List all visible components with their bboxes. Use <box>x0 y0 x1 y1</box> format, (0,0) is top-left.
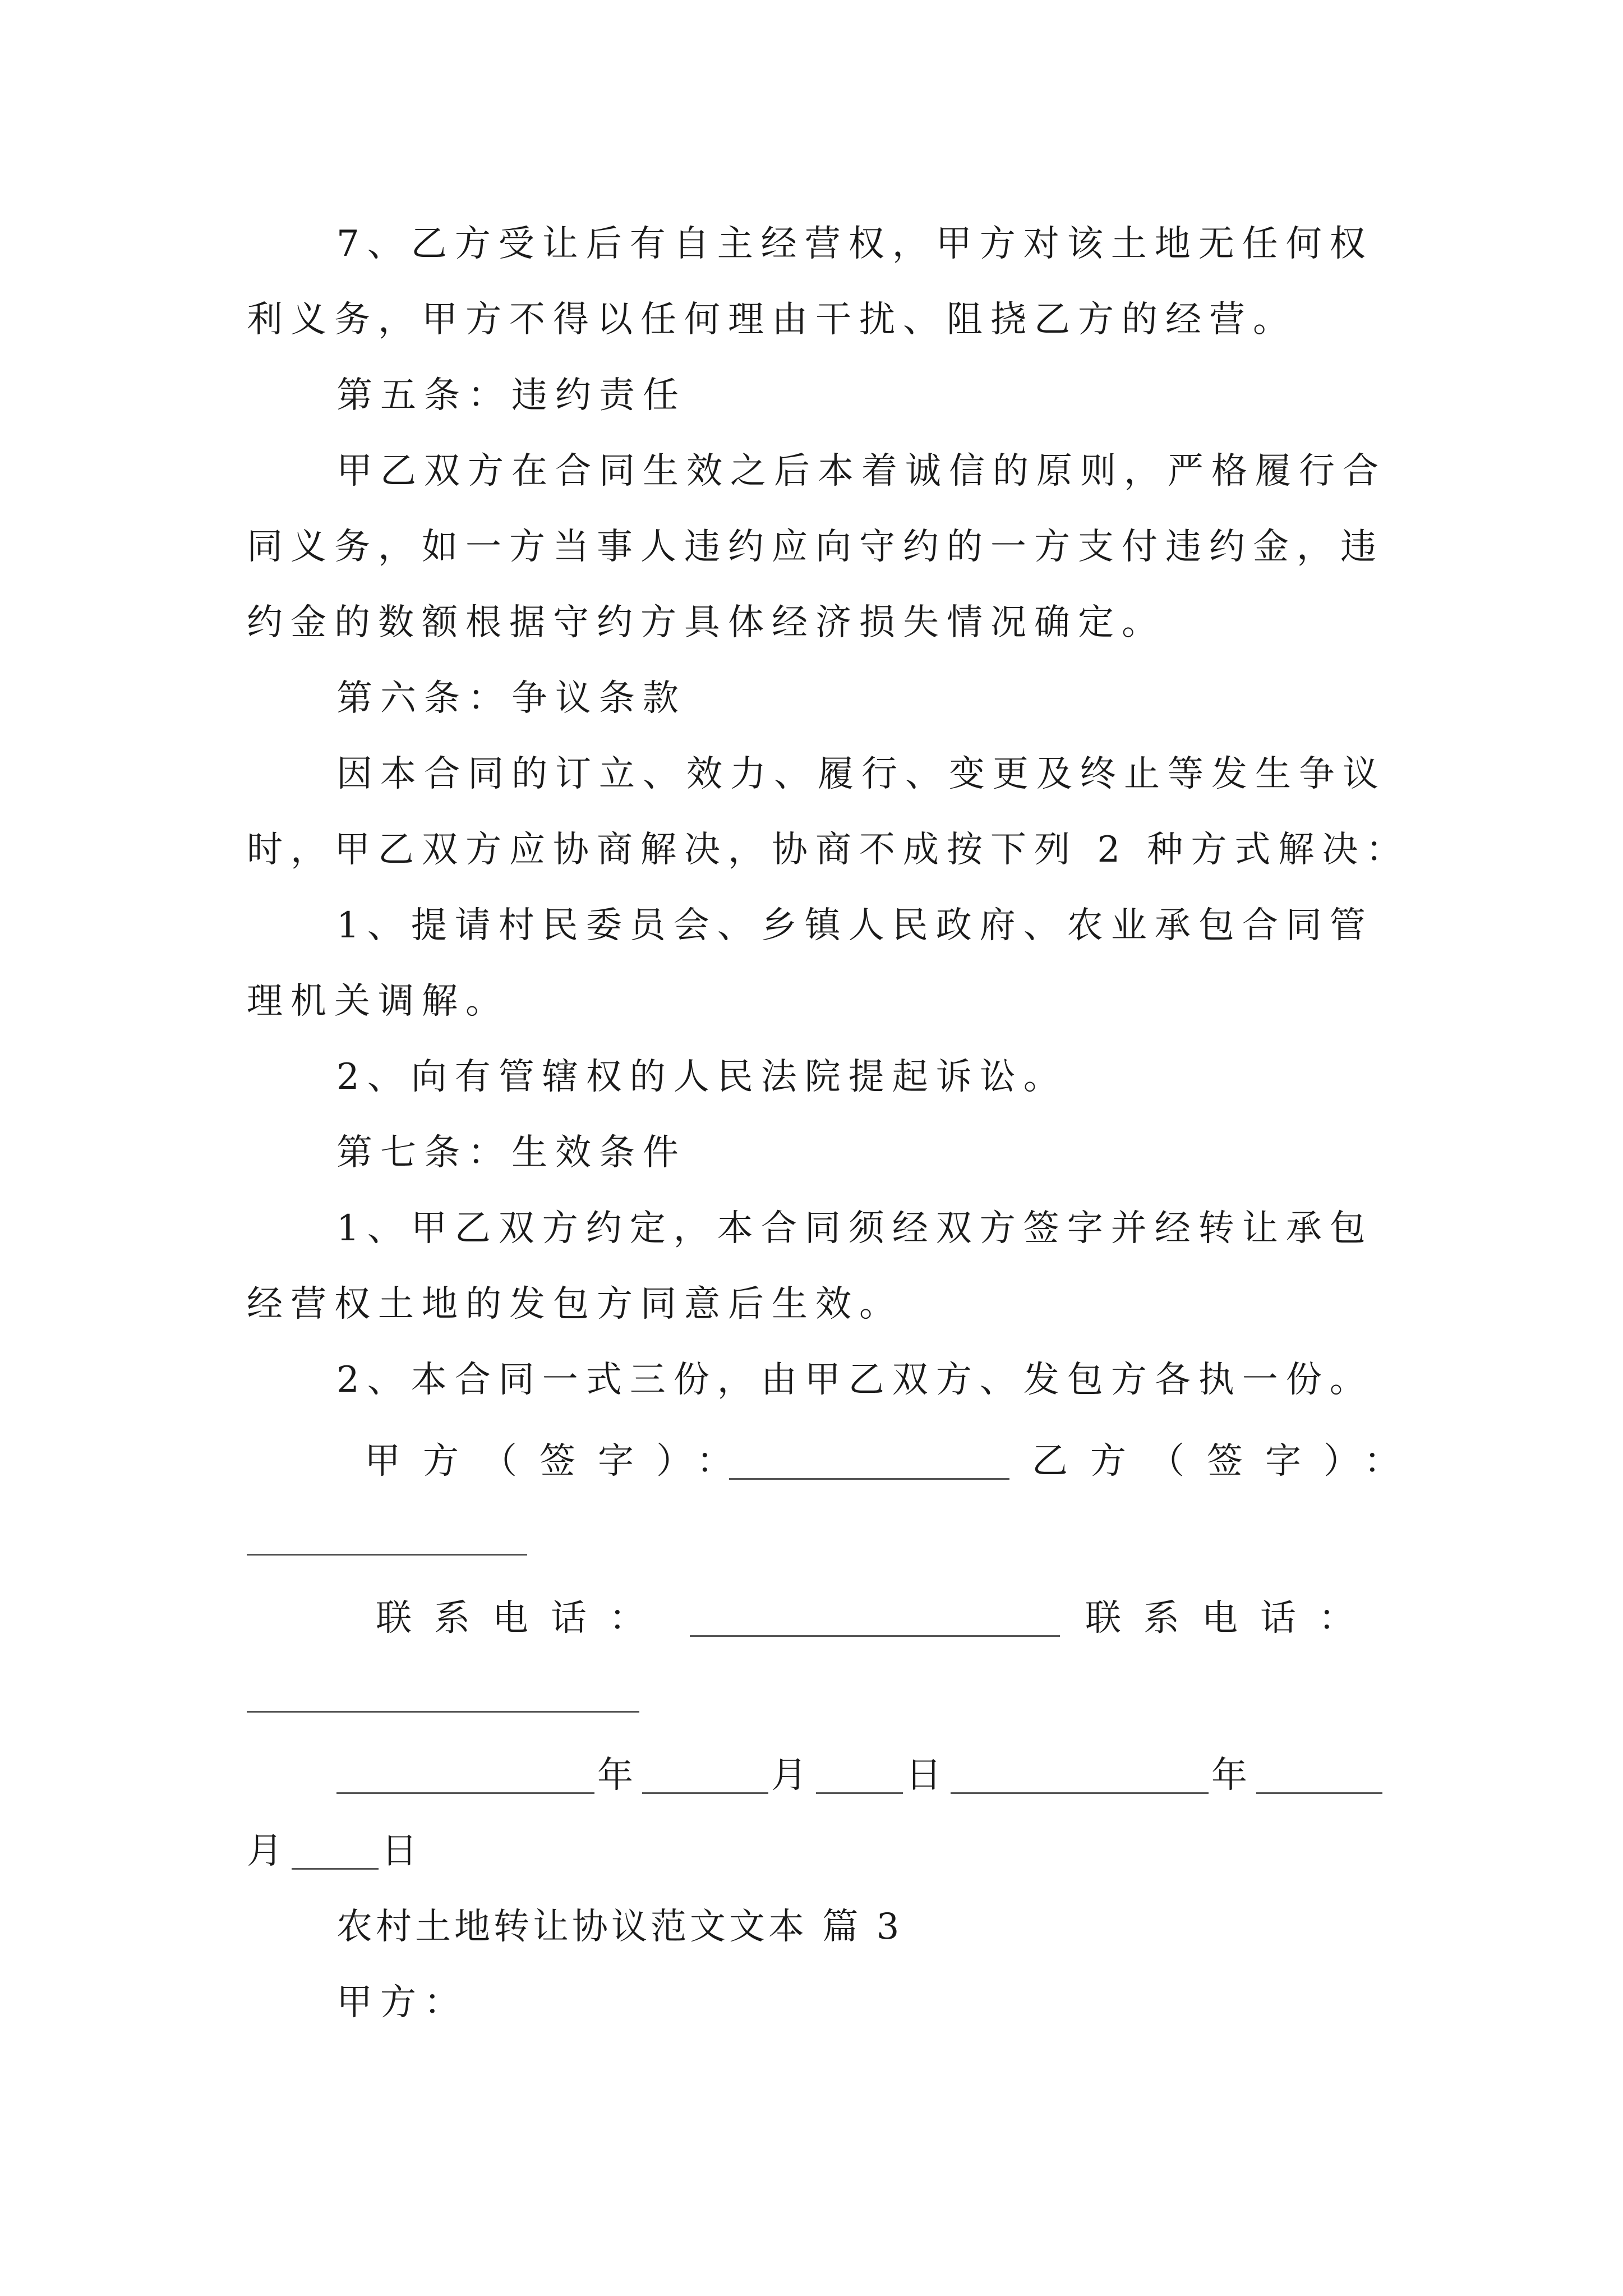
party-b-sign-label: 乙方（签字）： <box>1032 1441 1422 1482</box>
party-b-year-label: 年 <box>1211 1755 1255 1796</box>
party-a-sign-label: 甲方（签字）： <box>365 1441 755 1482</box>
article-5-line-2: 同义务，如一方当事人违约应向守约的一方支付违约金，违 <box>247 526 1384 568</box>
article-6-line-2: 时，甲乙双方应协商解决，协商不成按下列 2 种方式解决： <box>247 829 1410 871</box>
article-5-line-3: 约金的数额根据守约方具体经济损失情况确定。 <box>247 602 1165 643</box>
party-b-month-label: 月 <box>247 1830 291 1872</box>
party-a-sign-blank <box>729 1478 1009 1480</box>
article-6-title: 第六条：争议条款 <box>336 678 686 719</box>
party-a-month-blank <box>642 1792 768 1794</box>
party-a-day-blank <box>816 1792 903 1794</box>
party-a-day-label: 日 <box>906 1755 949 1796</box>
party-a-month-label: 月 <box>771 1755 815 1796</box>
article-6-line-1: 因本合同的订立、效力、履行、变更及终止等发生争议 <box>336 753 1386 795</box>
party-b-phone-label: 联系电话： <box>1085 1598 1377 1639</box>
party-b-month-blank <box>1256 1792 1382 1794</box>
party-b-year-blank <box>951 1792 1209 1794</box>
article-6-item-1-line-2: 理机关调解。 <box>247 981 509 1022</box>
article-5-title: 第五条：违约责任 <box>336 375 686 416</box>
party-a-phone-label: 联系电话： <box>376 1598 667 1639</box>
article-7-item-1-line-1: 1、甲乙双方约定，本合同须经双方签字并经转让承包 <box>336 1208 1373 1249</box>
party-b-phone-blank <box>247 1711 639 1713</box>
article-7-item-1-line-2: 经营权土地的发包方同意后生效。 <box>247 1283 903 1325</box>
party-b-day-blank <box>292 1868 379 1870</box>
article-7-item-2: 2、本合同一式三份，由甲乙双方、发包方各执一份。 <box>336 1359 1373 1401</box>
section-3-title: 农村土地转让协议范文文本 篇 3 <box>336 1906 903 1948</box>
party-a-year-label: 年 <box>597 1755 641 1796</box>
signature-row <box>365 1439 755 1484</box>
paragraph-7-line-2: 利义务，甲方不得以任何理由干扰、阻挠乙方的经营。 <box>247 299 1297 341</box>
party-a-label: 甲方： <box>336 1982 468 2023</box>
article-6-item-2: 2、向有管辖权的人民法院提起诉讼。 <box>336 1056 1067 1098</box>
party-a-year-blank <box>336 1792 594 1794</box>
party-a-phone-blank <box>690 1635 1060 1637</box>
party-b-sign-blank <box>247 1554 527 1556</box>
party-b-day-label: 日 <box>381 1830 425 1872</box>
paragraph-7-line-1: 7、乙方受让后有自主经营权，甲方对该土地无任何权 <box>336 223 1373 265</box>
article-5-line-1: 甲乙双方在合同生效之后本着诚信的原则，严格履行合 <box>336 450 1386 492</box>
article-7-title: 第七条：生效条件 <box>336 1132 686 1174</box>
article-6-item-1-line-1: 1、提请村民委员会、乡镇人民政府、农业承包合同管 <box>336 905 1373 946</box>
